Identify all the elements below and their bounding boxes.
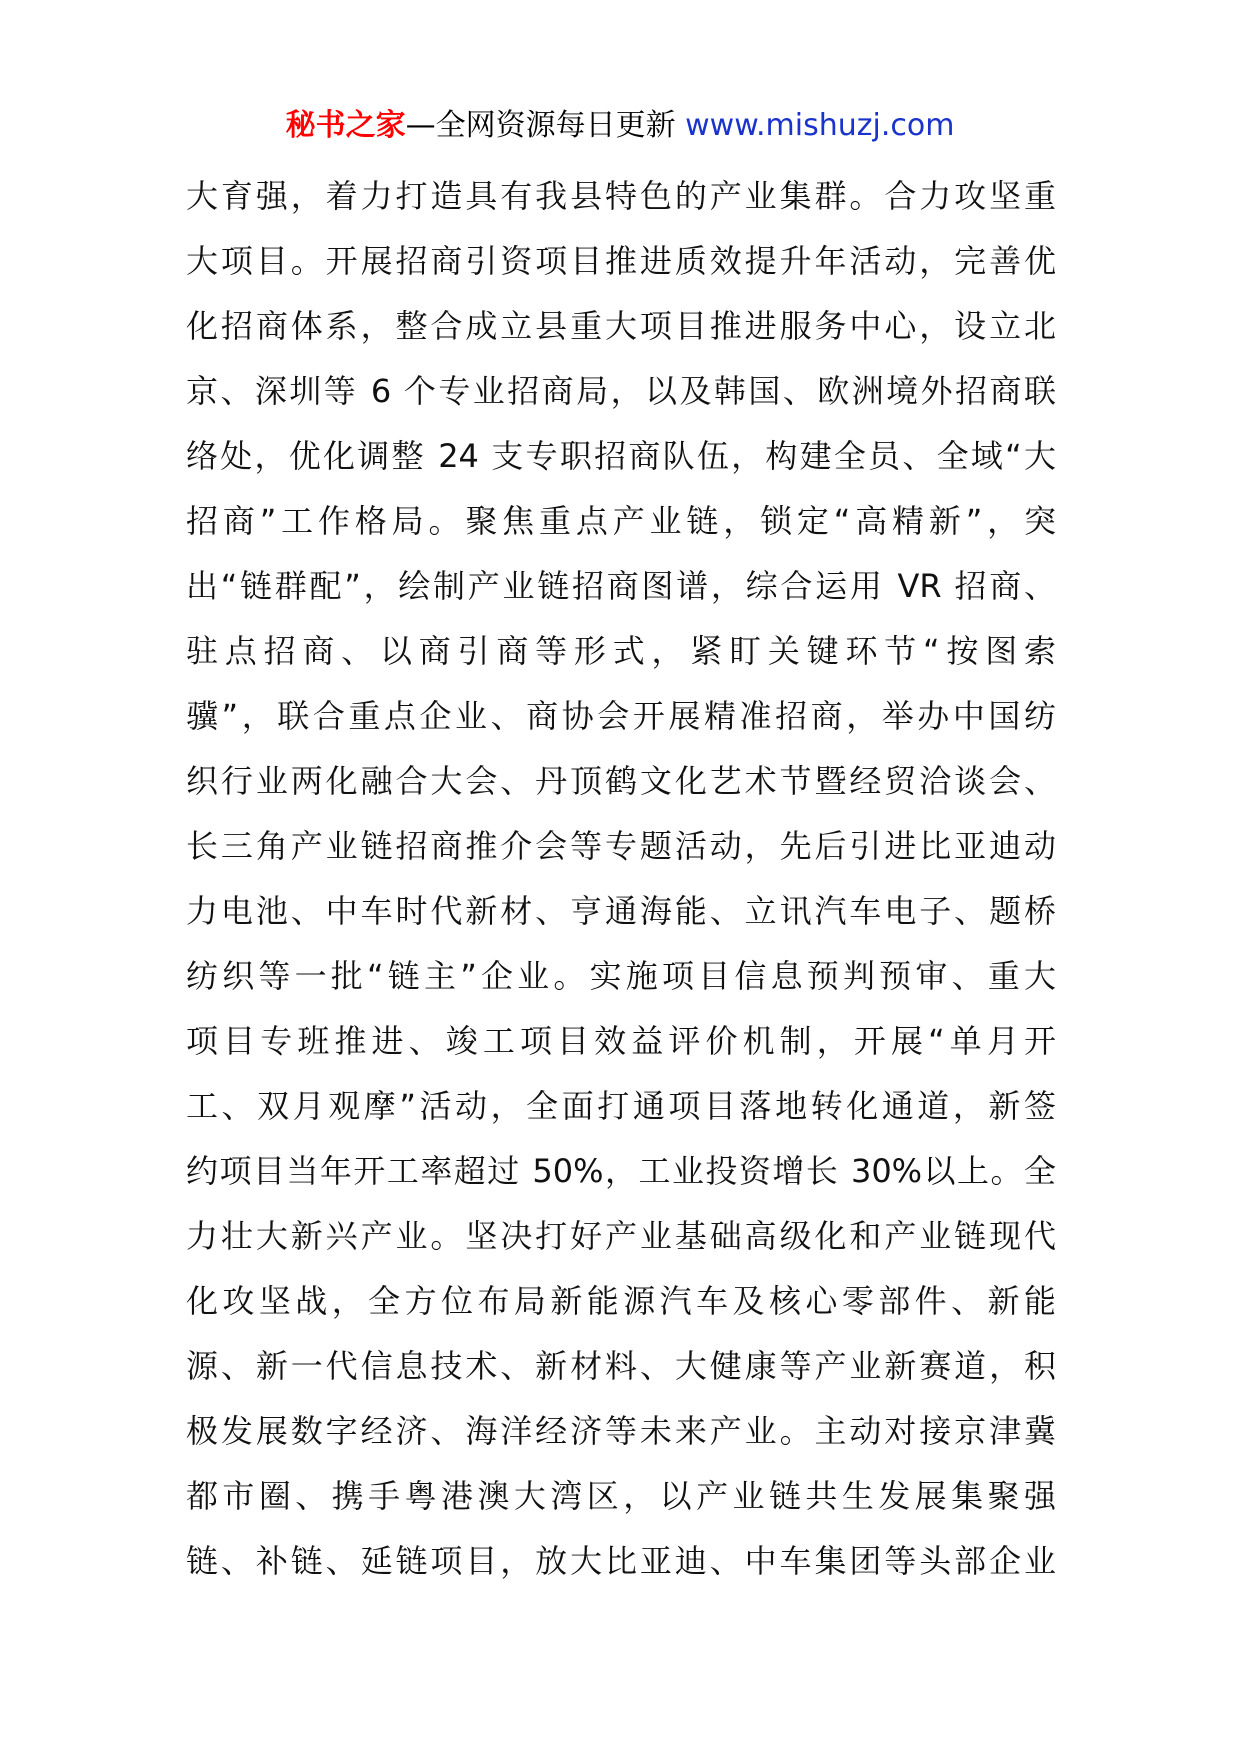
text-line: 纺织等一批“链主”企业。实施项目信息预判预审、重大: [186, 957, 1056, 995]
text-line: 极发展数字经济、海洋经济等未来产业。主动对接京津冀: [186, 1412, 1056, 1450]
text-line: 力壮大新兴产业。坚决打好产业基础高级化和产业链现代: [186, 1217, 1056, 1255]
header-slogan: —全网资源每日更新: [405, 108, 676, 143]
text-line: 驻点招商、以商引商等形式，紧盯关键环节“按图索: [186, 632, 1056, 670]
brand-name: 秘书之家: [285, 108, 406, 143]
text-line: 链、补链、延链项目，放大比亚迪、中车集团等头部企业: [186, 1542, 1056, 1580]
text-line: 项目专班推进、竣工项目效益评价机制，开展“单月开: [186, 1022, 1056, 1060]
text-line: 化招商体系，整合成立县重大项目推进服务中心，设立北: [186, 307, 1056, 345]
text-line: 大项目。开展招商引资项目推进质效提升年活动，完善优: [186, 242, 1056, 280]
text-line: 络处，优化调整 24 支专职招商队伍，构建全员、全域“大: [186, 437, 1056, 475]
text-line: 长三角产业链招商推介会等专题活动，先后引进比亚迪动: [186, 827, 1056, 865]
text-line: 工、双月观摩”活动，全面打通项目落地转化通道，新签: [186, 1087, 1056, 1125]
text-line: 约项目当年开工率超过 50%，工业投资增长 30%以上。全: [186, 1152, 1056, 1190]
text-line: 都市圈、携手粤港澳大湾区，以产业链共生发展集聚强: [186, 1477, 1056, 1515]
text-line: 招商”工作格局。聚焦重点产业链，锁定“高精新”，突: [186, 502, 1056, 540]
text-line: 源、新一代信息技术、新材料、大健康等产业新赛道，积: [186, 1347, 1056, 1385]
text-line: 大育强，着力打造具有我县特色的产业集群。合力攻坚重: [186, 177, 1056, 215]
text-line: 骥”，联合重点企业、商协会开展精准招商，举办中国纺: [186, 697, 1056, 735]
text-line: 出“链群配”，绘制产业链招商图谱，综合运用 VR 招商、: [186, 567, 1056, 605]
text-line: 京、深圳等 6 个专业招商局，以及韩国、欧洲境外招商联: [186, 372, 1056, 410]
website-link[interactable]: www.mishuzj.com: [685, 108, 955, 143]
body-paragraph: [186, 164, 1056, 1594]
page-header: [0, 104, 1240, 148]
text-line: 化攻坚战，全方位布局新能源汽车及核心零部件、新能: [186, 1282, 1056, 1320]
text-line: 织行业两化融合大会、丹顶鹤文化艺术节暨经贸洽谈会、: [186, 762, 1056, 800]
text-line: 力电池、中车时代新材、亨通海能、立讯汽车电子、题桥: [186, 892, 1056, 930]
